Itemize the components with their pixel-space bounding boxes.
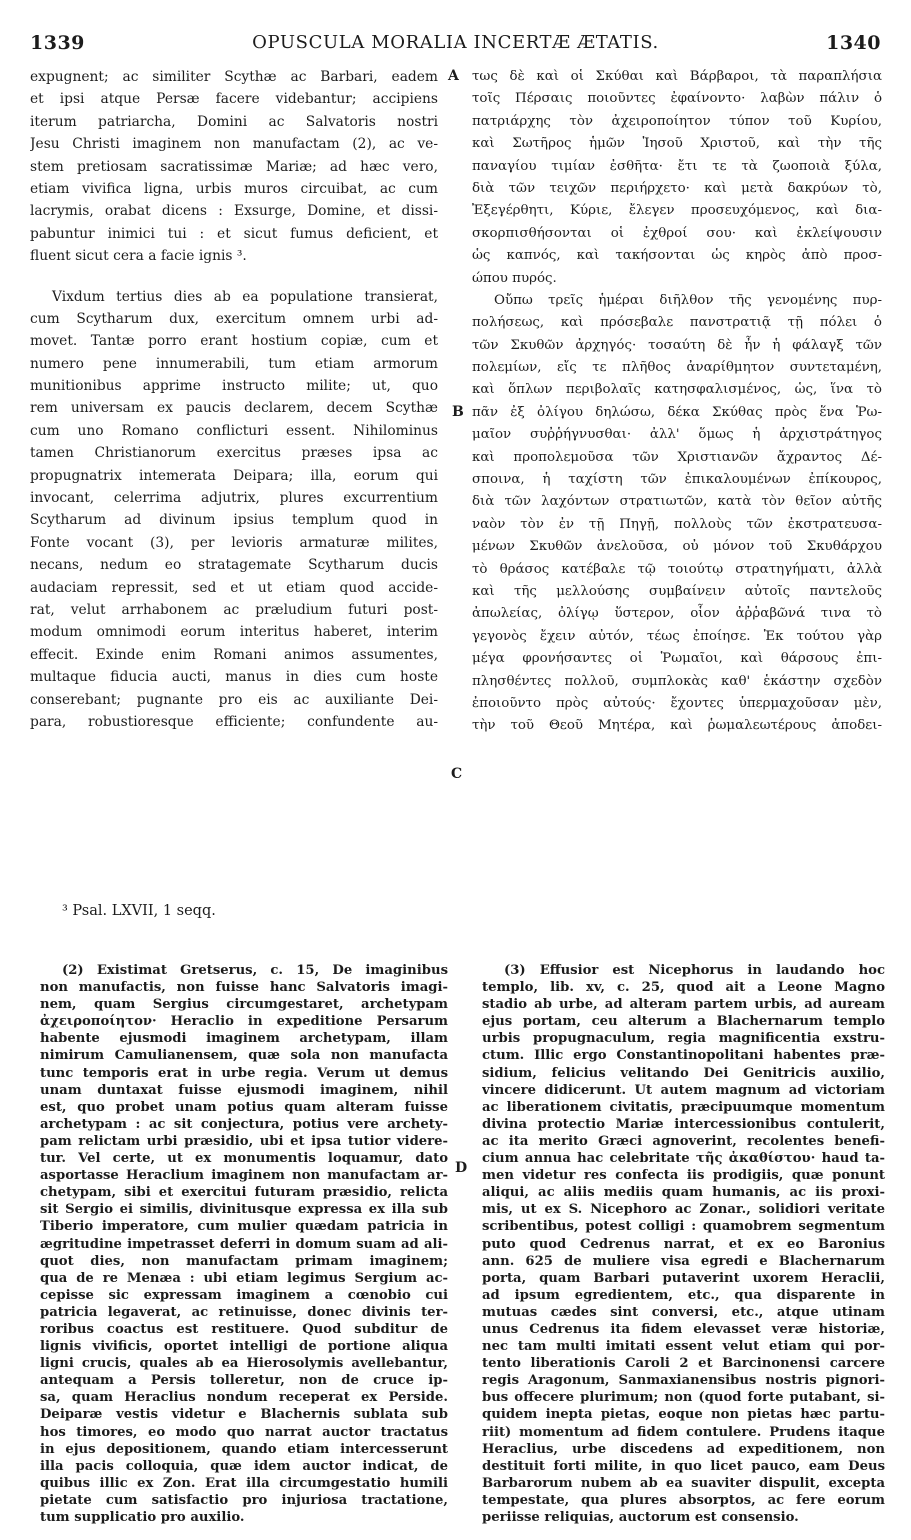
footnote-line: ægritudine impetrasset deferri in domum suam ad ali- [40, 1236, 448, 1252]
latin-text-line: et ipsi atque Persæ facere videbantur; accipiens [30, 91, 438, 108]
footnote-line: destituit forti milite, in quo licet pauco, eam Deus [482, 1458, 885, 1474]
greek-text-line: τὸ θράσος κατέβαλε τῷ τοιούτῳ στρατηγήματι, ἀλλὰ [472, 561, 882, 577]
latin-column [30, 66, 438, 733]
section-marker-c: C [451, 766, 463, 782]
footnote-line: hos timores, eo modo quo narrat auctor tractatus [40, 1424, 448, 1440]
footnote-line: roribus coactus est restituere. Quod subditur de [40, 1321, 448, 1337]
footnote-line: cium annua hac celebritate τῆς ἀκαθίστου· haud ta- [482, 1151, 885, 1167]
latin-text-line: cum uno Romano conflicturi essent. Nihilominus [30, 422, 438, 439]
section-marker-d: D [455, 1160, 468, 1176]
scripture-reference: ³ Psal. LXVII, 1 seqq. [62, 903, 216, 919]
greek-text-line: ώπου πυρός. [472, 270, 557, 286]
latin-text-line: pabuntur inimici tui : et sicut fumus deficient, et [30, 225, 438, 242]
footnote-line: non manufactis, non fuisse hanc Salvatoris imagi- [40, 980, 448, 996]
latin-text-line: munitionibus apprime instructo milite; ut, quo [30, 378, 438, 395]
footnote-line: qua de re Menæa : ubi etiam legimus Sergium ac- [40, 1270, 448, 1286]
greek-text-line: καὶ Σωτῆρος ἡμῶν Ἰησοῦ Χριστοῦ, καὶ τὴν τῆς [472, 136, 882, 152]
greek-text-line: ἐποιοῦντο πρὸς αὐτούς· ἔχοντες ὑπερμαχοῦσαν μὲν, [472, 695, 882, 711]
section-marker-b: B [452, 404, 464, 420]
latin-text-line: Vixdum tertius dies ab ea populatione transierat, [52, 288, 438, 305]
latin-text-line: expugnent; ac similiter Scythæ ac Barbari, eadem [30, 69, 438, 85]
footnote-line: quot dies, non manufactam primam imaginem; [40, 1253, 448, 1269]
greek-text-line: μένων Σκυθῶν ἀνελοῦσα, οὐ μόνον τοῦ Σκυθάρχου [472, 539, 882, 555]
footnote-line: vincere didicerunt. Ut autem magnum ad victoriam [482, 1082, 885, 1098]
footnote-line: tur. Vel certe, ut ex monumentis loquamur, dato [40, 1151, 448, 1167]
footnote-line: archetypam : ac sit conjectura, potius vere archety- [40, 1116, 448, 1132]
greek-text-line: τῶν Σκυθῶν ἀρχηγός· τοσαύτη δὲ ἦν ἡ φάλαγξ τῶν [472, 337, 882, 353]
greek-text-line: μέγα φρονήσαντες οἱ Ῥωμαῖοι, καὶ θάρσους ἐπι- [472, 651, 882, 667]
footnote-line: nem, quam Sergius circumgestaret, archetypam [40, 997, 448, 1013]
latin-text-line: para, robustioresque efficiente; confundente au- [30, 713, 438, 730]
latin-text-line: audaciam repressit, sed et ut etiam quod accide- [30, 579, 438, 596]
greek-text-line: πολεμίων, εἴς τε πλῆθος ἀναρίθμητον συντεταμένη, [472, 360, 882, 376]
footnote-line: cepisse sic expressam imaginem a cœnobio cui [40, 1287, 448, 1303]
latin-text-line: iterum patriarcha, Domini ac Salvatoris nostri [30, 113, 438, 130]
footnote-line: pietate cum satisfactio pro injuriosa tractatione, [40, 1492, 448, 1508]
footnote-line: periisse reliquias, auctorum est consensio. [482, 1510, 799, 1525]
greek-text-line: σποινα, ἡ ταχίστη τῶν ἐπικαλουμένων ἐπίκουρος, [472, 472, 882, 488]
latin-text-line: rem universam ex paucis declarem, decem Scythæ [30, 400, 438, 417]
footnote-line: ἀχειροποίητον· Heraclio in expeditione Persarum [40, 1014, 448, 1030]
footnote-line: urbis propugnaculum, regia magnificentia exstru- [482, 1031, 885, 1047]
footnote-line: in ejus depositionem, quando etiam intercesserunt [40, 1441, 448, 1457]
running-title: OPUSCULA MORALIA INCERTÆ ÆTATIS. [252, 32, 659, 53]
footnote-line: chetypam, sibi et exercitui futuram præsidio, relicta [40, 1185, 448, 1201]
footnote-line: asportasse Heraclium imaginem non manufactam ar- [40, 1168, 448, 1184]
footnote-line: unus Cedrenus ita fidem elevasset veræ historiæ, [482, 1321, 885, 1337]
latin-text-line: multaque fiducia aucti, manus in dies cum hoste [30, 669, 438, 686]
footnote-line: quidem inepta pietas, eoque non pietas hæc partu- [482, 1407, 885, 1423]
footnote-line: tum supplicatio pro auxilio. [40, 1510, 245, 1525]
footnote-line: divina protectio Mariæ intercessionibus contulerit, [482, 1116, 885, 1132]
greek-text-line: καὶ ὅπλων περιβολαῖς κατησφαλισμένος, ὡς, ἵνα τὸ [472, 382, 882, 398]
latin-text-line: Jesu Christi imaginem non manufactam (2), ac ve- [30, 136, 438, 153]
footnote-line: ann. 625 de muliere visa egredi e Blachernarum [482, 1253, 885, 1269]
greek-text-line: διὰ τῶν τειχῶν περιήρχετο· καὶ μετὰ δακρύων τὸ, [472, 180, 882, 196]
footnote-line: (3) Effusior est Nicephorus in laudando hoc [504, 963, 885, 978]
footnote-line: scribentibus, potest colligi : quamobrem segmentum [482, 1219, 885, 1235]
footnote-line: quibus illic ex Zon. Erat illa circumgestatio humili [40, 1475, 448, 1491]
greek-text-line: καὶ προπολεμοῦσα τῶν Χριστιανῶν ἄχραντος Δέ- [472, 449, 882, 465]
footnote-3 [482, 962, 885, 1526]
latin-text-line: numero pene innumerabili, tum etiam armorum [30, 355, 438, 372]
greek-text-line: Οὔπω τρεῖς ἡμέραι διῆλθον τῆς γενομένης πυρ- [494, 292, 882, 308]
footnote-line: Tiberio imperatore, cum mulier quædam patricia in [40, 1219, 448, 1235]
footnote-line: puto quod Cedrenus narrat, et ex eo Baronius [482, 1236, 885, 1252]
footnote-line: Deiparæ vestis videtur e Blachernis sublata sub [40, 1407, 448, 1423]
footnote-line: patricia legaverat, ac retinuisse, donec divinis ter- [40, 1304, 448, 1320]
latin-text-line: rat, velut arrhabonem ac præludium futuri post- [30, 601, 438, 618]
footnote-line: ac ita merito Græci agnoverint, recolentes benefi- [482, 1133, 885, 1149]
greek-text-line: πολήσεως, καὶ πρόσεβαλε πανστρατιᾷ τῇ πόλει ὁ [472, 315, 882, 331]
paragraph-gap [30, 268, 438, 286]
latin-text-line: cum Scytharum dux, exercitum omnem urbi ad- [30, 310, 438, 327]
latin-text-line: invocant, celerrima adjutrix, plures excurrentium [30, 490, 438, 507]
footnote-line: (2) Existimat Gretserus, c. 15, De imaginibus [62, 963, 448, 978]
footnote-line: sidium, felicius velitando Dei Genitricis auxilio, [482, 1065, 885, 1081]
footnote-line: men videtur res confecta iis prodigiis, quæ ponunt [482, 1168, 885, 1184]
footnote-line: illa pacis colloquia, quæ idem auctor indicat, de [40, 1458, 448, 1474]
greek-text-line: Ἐξεγέρθητι, Κύριε, ἔλεγεν προσευχόμενος, καὶ δια- [472, 203, 882, 219]
greek-text-line: τὴν τοῦ Θεοῦ Μητέρα, καὶ ῥωμαλεωτέρους ἀποδει- [472, 718, 882, 734]
footnote-line: riit) momentum ad fidem contulere. Prudens itaque [482, 1424, 885, 1440]
greek-text-line: ναὸν τὸν ἐν τῇ Πηγῇ, πολλοὺς τῶν ἐκστρατευσα- [472, 516, 882, 532]
footnote-line: mis, ut ex S. Nicephoro ac Zonar., solidiori veritate [482, 1202, 885, 1218]
greek-text-line: γεγονὸς ἔχειν αὐτόν, τέως ἐποίησε. Ἐκ τούτου γὰρ [472, 628, 882, 644]
section-marker-a: A [448, 68, 459, 84]
footnote-line: tento liberationis Caroli 2 et Barcinonensi carcere [482, 1356, 885, 1372]
footnote-line: est, quo probet unam potius quam alteram fuisse [40, 1099, 448, 1115]
page-number-right: 1340 [826, 32, 881, 54]
greek-text-line: τοῖς Πέρσαις ποιοῦντες ἐφαίνοντο· λαβὼν πάλιν ὁ [472, 91, 882, 107]
greek-text-line: πατριάρχης τὸν ἀχειροποίητον τύπον τοῦ Κυρίου, [472, 113, 882, 129]
footnote-line: aliqui, ac aliis mediis quam humanis, ac iis proxi- [482, 1185, 885, 1201]
footnote-line: Barbarorum nubem ab ea suaviter dispulit, excepta [482, 1475, 885, 1491]
footnote-line: ac liberationem civitatis, præcipuumque momentum [482, 1099, 885, 1115]
footnote-line: ejus portam, ceu alterum a Blachernarum templo [482, 1014, 885, 1030]
footnote-line: antequam a Persis tolleretur, non de cruce ip- [40, 1373, 448, 1389]
footnote-line: nec tam multi imitati essent velut etiam qui por- [482, 1339, 885, 1355]
latin-text-line: Fonte vocant (3), per levioris armaturæ milites, [30, 534, 438, 551]
page-number-left: 1339 [30, 32, 85, 54]
footnote-2 [40, 962, 448, 1526]
page-header [30, 32, 881, 58]
footnote-line: lignis vivificis, oportet intelligi de portione aliqua [40, 1339, 448, 1355]
latin-text-line: propugnatrix intemerata Deipara; illa, eorum qui [30, 467, 438, 484]
greek-column [472, 66, 882, 738]
greek-text-line: διὰ τῶν λαχόντων στρατιωτῶν, κατὰ τὸν θεῖον αὐτῆς [472, 494, 882, 510]
footnote-line: bus offecere plurimum; non (quod forte putabant, si- [482, 1390, 885, 1406]
footnote-line: nimirum Camulianensem, quæ sola non manufacta [40, 1048, 448, 1064]
latin-text-line: conserebant; pugnante pro eis ac auxiliante Dei- [30, 691, 438, 708]
footnote-line: regis Aragonum, Sanmaxianensibus nostris pignori- [482, 1373, 885, 1389]
footnote-line: ligni crucis, quales ab ea Hierosolymis avellebantur, [40, 1356, 448, 1372]
latin-text-line: modum omnimodi eorum interitus haberet, interim [30, 624, 438, 641]
greek-text-line: παναγίου τιμίαν ἐσθῆτα· ἔτι τε τὰ ζωοποιὰ ξύλα, [472, 158, 882, 174]
latin-text-line: stem pretiosam sacratissimæ Mariæ; ad hæc vero, [30, 158, 438, 175]
latin-text-line: necans, nedum eo stratagemate Scytharum ducis [30, 557, 438, 574]
footnote-line: ctum. Illic ergo Constantinopolitani habentes præ- [482, 1048, 885, 1064]
greek-text-line: καὶ τῆς μελλούσης συμβαίνειν αὐτοῖς παντελοῦς [472, 583, 882, 599]
latin-text-line: lacrymis, orabat dicens : Exsurge, Domine, et dissi- [30, 203, 438, 220]
greek-text-line: σκορπισθήσονται οἱ ἐχθροί σου· καὶ ἐκλείψουσιν [472, 225, 882, 241]
footnote-line: pam relictam urbi præsidio, ubi et ipsa tutior videre- [40, 1133, 448, 1149]
latin-text-line: effecit. Exinde enim Romani animos assumentes, [30, 646, 438, 663]
greek-text-line: μαῖον συῤῥήγνυσθαι· ἀλλ' ὅμως ἡ ἀρχιστράτηγος [472, 427, 882, 443]
footnote-line: sit Sergio ei similis, divinitusque expressa ex illa sub [40, 1202, 448, 1218]
footnote-line: unam duntaxat fuisse ejusmodi imaginem, nihil [40, 1082, 448, 1098]
greek-text-line: πλησθέντες πολλοῦ, συμπλοκὰς καθ' ἑκάστην σχεδὸν [472, 673, 882, 689]
latin-text-line: tamen Christianorum exercitus præses ipsa ac [30, 445, 438, 462]
latin-text-line: etiam vivifica ligna, urbis muros circuibat, ac cum [30, 180, 438, 197]
footnote-line: porta, quam Barbari putaverint uxorem Heraclii, [482, 1270, 885, 1286]
latin-text-line: movet. Tantæ porro erant hostium copiæ, cum et [30, 333, 438, 350]
latin-text-line: fluent sicut cera a facie ignis ³. [30, 248, 247, 265]
greek-text-line: ἀπωλείας, ὀλίγῳ ὕστερον, οἷον ἀῤῥαβῶνά τινα τὸ [472, 606, 882, 622]
latin-text-line: Scytharum ad divinum ipsius templum quod in [30, 512, 438, 529]
footnote-line: habente ejusmodi imaginem archetypam, illam [40, 1031, 448, 1047]
footnote-line: templo, lib. xv, c. 25, quod ait a Leone Magno [482, 980, 885, 996]
footnote-line: Heraclius, urbe discedens ad expeditionem, non [482, 1441, 885, 1457]
greek-text-line: τως δὲ καὶ οἱ Σκύθαι καὶ Βάρβαροι, τὰ παραπλήσια [472, 69, 882, 84]
footnote-line: sa, quam Heraclius nondum receperat ex Perside. [40, 1390, 448, 1406]
greek-text-line: πᾶν ἐξ ὀλίγου δηλώσω, δέκα Σκύθας πρὸς ἕνα Ῥω- [472, 404, 882, 420]
greek-text-line: ὡς καπνός, καὶ τακήσονται ὡς κηρὸς ἀπὸ προσ- [472, 248, 882, 264]
footnote-line: mutuas cædes sint conversi, etc., atque utinam [482, 1304, 885, 1320]
footnote-line: stadio ab urbe, ad alteram partem urbis, ad auream [482, 997, 885, 1013]
footnote-line: tempestate, qua plures absorptos, ac fere eorum [482, 1492, 885, 1508]
footnote-line: tunc temporis erat in urbe regia. Verum ut demus [40, 1065, 448, 1081]
footnote-line: ad ipsum egredientem, etc., qua disparente in [482, 1287, 885, 1303]
